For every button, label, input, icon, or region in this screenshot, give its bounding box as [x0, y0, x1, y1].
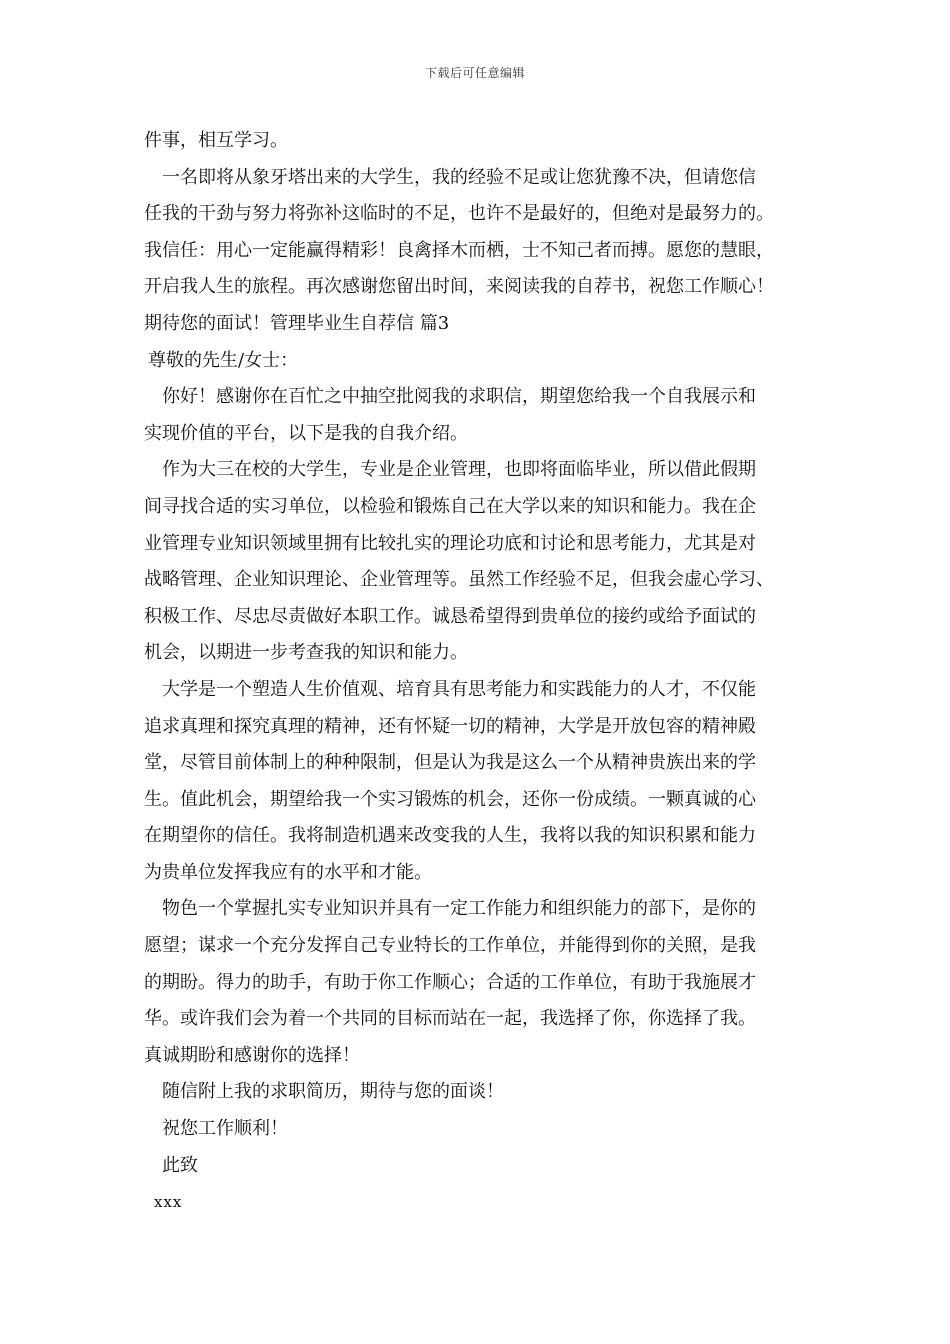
- text-line: 真诚期盼和感谢你的选择！: [144, 1044, 360, 1066]
- text-line: 祝您工作顺利！: [162, 1118, 288, 1140]
- text-line: 华。或许我们会为着一个共同的目标而站在一起，我选择了你，你选择了我。: [144, 1008, 756, 1030]
- text-line: 一名即将从象牙塔出来的大学生，我的经验不足或让您犹豫不决，但请您信: [162, 166, 756, 188]
- text-line: 生。值此机会，期望给我一个实习锻炼的机会，还你一份成绩。一颗真诚的心: [144, 788, 756, 810]
- page-header-note: 下载后可任意编辑: [424, 66, 525, 80]
- text-line: 你好！感谢你在百忙之中抽空批阅我的求职信，期望您给我一个自我展示和: [162, 386, 756, 408]
- text-line: 大学是一个塑造人生价值观、培育具有思考能力和实践能力的人才，不仅能: [162, 678, 756, 700]
- text-line: 机会，以期进一步考查我的知识和能力。: [144, 642, 468, 664]
- text-line: 作为大三在校的大学生，专业是企业管理，也即将面临毕业，所以借此假期: [162, 459, 756, 481]
- text-line: 此致: [162, 1154, 198, 1176]
- text-line: 的期盼。得力的助手，有助于你工作顺心；合适的工作单位，有助于我施展才: [144, 971, 756, 993]
- text-line: 开启我人生的旅程。再次感谢您留出时间，来阅读我的自荐书，祝您工作顺心！: [144, 276, 774, 298]
- text-line: 尊敬的先生/女士：: [148, 349, 299, 371]
- signature: xxx: [154, 1193, 183, 1212]
- text-line: 为贵单位发挥我应有的水平和才能。: [144, 861, 432, 883]
- text-line: 期待您的面试！管理毕业生自荐信 篇3: [144, 312, 450, 334]
- text-line: 战略管理、企业知识理论、企业管理等。虽然工作经验不足，但我会虚心学习、: [144, 569, 774, 591]
- text-line: 间寻找合适的实习单位，以检验和锻炼自己在大学以来的知识和能力。我在企: [144, 495, 756, 517]
- text-line: 任我的干劲与努力将弥补这临时的不足，也许不是最好的，但绝对是最努力的。: [144, 203, 774, 225]
- text-line: 堂，尽管目前体制上的种种限制，但是认为我是这么一个从精神贵族出来的学: [144, 752, 756, 774]
- text-line: 物色一个掌握扎实专业知识并具有一定工作能力和组织能力的部下，是你的: [162, 898, 756, 920]
- text-line: 愿望；谋求一个充分发挥自己专业特长的工作单位，并能得到你的关照，是我: [144, 935, 756, 957]
- text-line: 追求真理和探究真理的精神，还有怀疑一切的精神，大学是开放包容的精神殿: [144, 715, 756, 737]
- text-line: 件事，相互学习。: [144, 130, 288, 151]
- text-line: 积极工作、尽忠尽责做好本职工作。诚恳希望得到贵单位的接约或给予面试的: [144, 605, 756, 627]
- letter-body: [144, 123, 814, 1221]
- text-line: 实现价值的平台，以下是我的自我介绍。: [144, 422, 468, 444]
- text-line: 随信附上我的求职简历，期待与您的面谈！: [162, 1081, 504, 1103]
- text-line: 业管理专业知识领域里拥有比较扎实的理论功底和讨论和思考能力，尤其是对: [144, 532, 756, 554]
- text-line: 在期望你的信任。我将制造机遇来改变我的人生，我将以我的知识积累和能力: [144, 825, 756, 847]
- text-line: 我信任：用心一定能赢得精彩！良禽择木而栖，士不知己者而搏。愿您的慧眼，: [144, 239, 774, 261]
